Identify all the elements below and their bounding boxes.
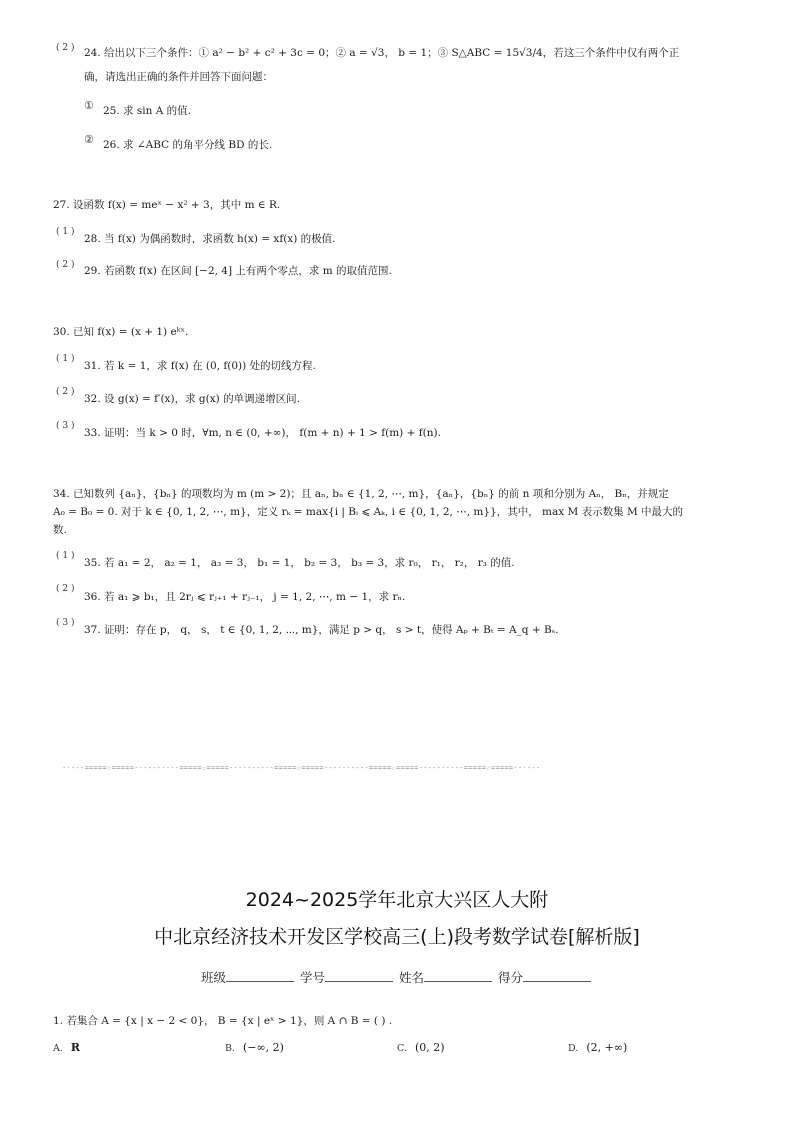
question-27: 27. 设函数 f(x) = meˣ − x² + 3，其中 m ∈ R.	[53, 199, 281, 211]
option-a-letter: A.	[53, 1043, 63, 1054]
question-36: 36. 若 a₁ ⩾ b₁，且 2rⱼ ⩽ rⱼ₊₁ + rⱼ₋₁， j = 1, 2, ⋯, m − 1，求 rₙ.	[84, 591, 406, 603]
question-33: 33. 证明：当 k > 0 时，∀m, n ∈ (0, +∞)， f(m + n) + 1 > f(m) + f(n).	[84, 427, 441, 439]
part-label-q35: ( 1 )	[56, 551, 75, 561]
option-b-letter: B.	[225, 1043, 236, 1054]
part-label-q37: ( 3 )	[56, 618, 75, 628]
option-a[interactable]	[53, 1041, 80, 1056]
option-c-text: (0, 2)	[414, 1041, 445, 1054]
question-32: 32. 设 g(x) = f′(x)，求 g(x) 的单调递增区间.	[84, 393, 300, 405]
part-label-q32: ( 2 )	[56, 387, 75, 397]
circled-one-mark: ①	[84, 99, 94, 112]
score-field-blank[interactable]	[523, 969, 591, 982]
page-divider: -----=====☆=====----------=====☆=====----------=====☆=====----------=====☆=====----------=====☆=====------	[62, 764, 541, 772]
part-label-q33: ( 3 )	[56, 421, 75, 431]
question-30: 30. 已知 f(x) = (x + 1) eᵏˣ.	[53, 326, 189, 338]
question-34-line-1: 34. 已知数列 {aₙ}，{bₙ} 的项数均为 m (m > 2)；且 aₙ, bₙ ∈ {1, 2, ⋯, m}，{aₙ}，{bₙ} 的前 n 项和分别为 Aₙ， Bₙ，并规定	[53, 488, 669, 500]
option-d[interactable]	[568, 1041, 627, 1056]
option-d-text: (2, +∞)	[586, 1041, 628, 1054]
question-26: 26. 求 ∠ABC 的角平分线 BD 的长.	[103, 139, 273, 151]
question-31: 31. 若 k = 1，求 f(x) 在 (0, f(0)) 处的切线方程.	[84, 360, 316, 372]
question-37: 37. 证明：存在 p， q， s， t ∈ {0, 1, 2, ⋯, m}，满足 p > q， s > t，使得 Aₚ + Bₜ = A_q + Bₛ.	[84, 624, 559, 636]
class-field-blank[interactable]	[226, 969, 294, 982]
question-35: 35. 若 a₁ = 2， a₂ = 1， a₃ = 3， b₁ = 1， b₂ = 3， b₃ = 3，求 r₀， r₁， r₂， r₃ 的值.	[84, 557, 515, 569]
exam-title-line-1: 2024~2025学年北京大兴区人大附	[245, 889, 549, 911]
question-1-stem: 1. 若集合 A = {x | x − 2 < 0}， B = {x | eˣ > 1}，则 A ∩ B = ( ) .	[53, 1015, 393, 1027]
question-28: 28. 当 f(x) 为偶函数时，求函数 h(x) = xf(x) 的极值.	[84, 233, 336, 245]
question-34-line-2: A₀ = B₀ = 0. 对于 k ∈ {0, 1, 2, ⋯, m}，定义 rₖ = max{i | Bᵢ ⩽ Aₖ, i ∈ {0, 1, 2, ⋯, m}}，其中， max M 表示数集 M 中最大的	[53, 506, 684, 518]
option-a-text: R	[70, 1041, 81, 1054]
part-label-q28: ( 1 )	[56, 227, 75, 237]
class-field-label: 班级	[200, 970, 226, 985]
part-label-q31: ( 1 )	[56, 354, 75, 364]
part-label-q29: ( 2 )	[56, 260, 75, 270]
option-b-text: (−∞, 2)	[243, 1041, 284, 1054]
question-25: 25. 求 sin A 的值.	[103, 105, 191, 117]
name-field-blank[interactable]	[424, 969, 492, 982]
question-24-line-1: 24. 给出以下三个条件：① a² − b² + c² + 3c = 0；② a = √3， b = 1；③ S△ABC = 15√3/4，若这三个条件中仅有两个正	[84, 47, 680, 59]
option-c-letter: C.	[397, 1043, 407, 1054]
question-29: 29. 若函数 f(x) 在区间 [−2, 4] 上有两个零点，求 m 的取值范围.	[84, 265, 392, 277]
circled-two-mark: ②	[84, 133, 94, 146]
student-info-fields	[0, 969, 794, 986]
option-c[interactable]	[397, 1041, 445, 1056]
name-field-label: 姓名	[398, 970, 424, 985]
exam-title-line-2: 中北京经济技术开发区学校高三(上)段考数学试卷[解析版]	[154, 926, 640, 948]
option-b[interactable]	[225, 1041, 284, 1056]
id-field-blank[interactable]	[325, 969, 393, 982]
option-d-letter: D.	[568, 1043, 579, 1054]
id-field-label: 学号	[299, 970, 325, 985]
score-field-label: 得分	[497, 970, 523, 985]
part-label-q24: ( 2 )	[56, 43, 75, 53]
question-34-line-3: 数.	[53, 524, 67, 536]
question-24-line-2: 确，请选出正确的条件并回答下面问题：	[84, 71, 273, 83]
part-label-q36: ( 2 )	[56, 584, 75, 594]
